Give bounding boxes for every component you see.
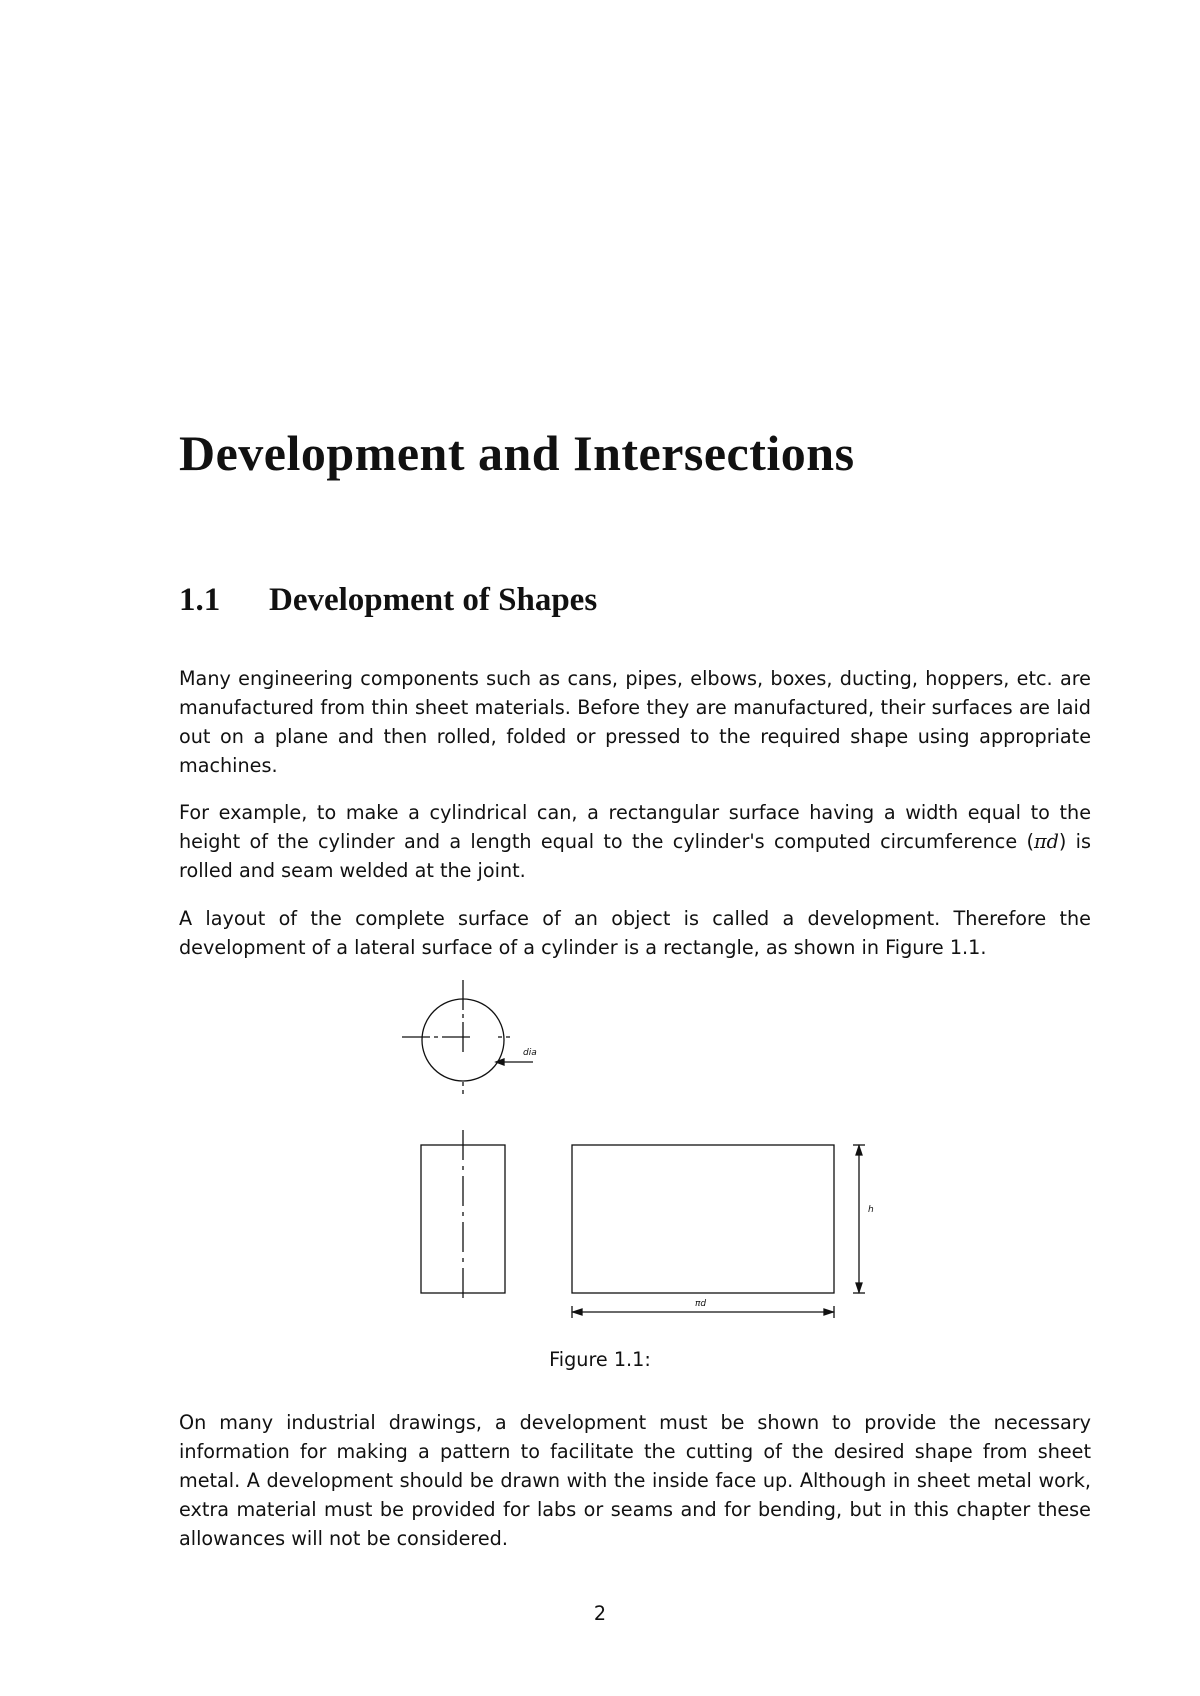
figure-cylinder-development bbox=[0, 980, 1200, 1340]
chapter-title: Development and Intersections bbox=[179, 425, 855, 481]
height-arrow-bottom bbox=[856, 1283, 862, 1292]
circumference-label: πd bbox=[695, 1299, 707, 1309]
circumference-arrow-right bbox=[824, 1309, 833, 1315]
diameter-label: dia bbox=[523, 1048, 537, 1058]
section-number: 1.1 bbox=[179, 582, 221, 618]
circumference-arrow-left bbox=[573, 1309, 582, 1315]
diameter-leader-arrow bbox=[496, 1059, 504, 1065]
cylinder-top-view bbox=[402, 980, 533, 1098]
page-number: 2 bbox=[593, 1602, 607, 1625]
pi-d-math: πd bbox=[1033, 830, 1059, 853]
paragraph-intro: Many engineering components such as cans, pipes, elbows, boxes, ducting, hoppers, etc. are manufactured from thin sheet materials. Before they are manufactured, their surfaces are laid out on a plane and then rolled, folded or pressed to the required shape using appropriate machines. bbox=[179, 667, 1091, 777]
cylinder-front-view bbox=[421, 1130, 505, 1302]
development-rectangle-group bbox=[572, 1145, 865, 1318]
paragraph-industrial-drawings: On many industrial drawings, a development must be shown to provide the necessary information for making a pattern to facilitate the cutting of the desired shape from sheet metal. A development should be drawn with the inside face up. Although in sheet metal work, extra material must be provided for labs or seams and for bending, but in this chapter these allowances will not be considered. bbox=[179, 1411, 1091, 1550]
paragraph-cylinder-text-b: ) is rolled and seam welded at the joint. bbox=[179, 830, 1091, 882]
paragraph-cylinder-example bbox=[179, 798, 1091, 885]
height-arrow-top bbox=[856, 1146, 862, 1155]
paragraph-cylinder-text-a: For example, to make a cylindrical can, a rectangular surface having a width equal to the height of the cylinder and a length equal to the cylinder's computed circumference ( bbox=[179, 801, 1091, 853]
paragraph-development-definition: A layout of the complete surface of an object is called a development. Therefore the development of a lateral surface of a cylinder is a rectangle, as shown in Figure 1.1. bbox=[179, 907, 1091, 959]
section-title-text: Development of Shapes bbox=[269, 582, 598, 618]
figure-caption: Figure 1.1: bbox=[549, 1348, 651, 1371]
section-title bbox=[179, 582, 597, 619]
height-label: h bbox=[868, 1205, 874, 1215]
development-rectangle bbox=[572, 1145, 834, 1293]
